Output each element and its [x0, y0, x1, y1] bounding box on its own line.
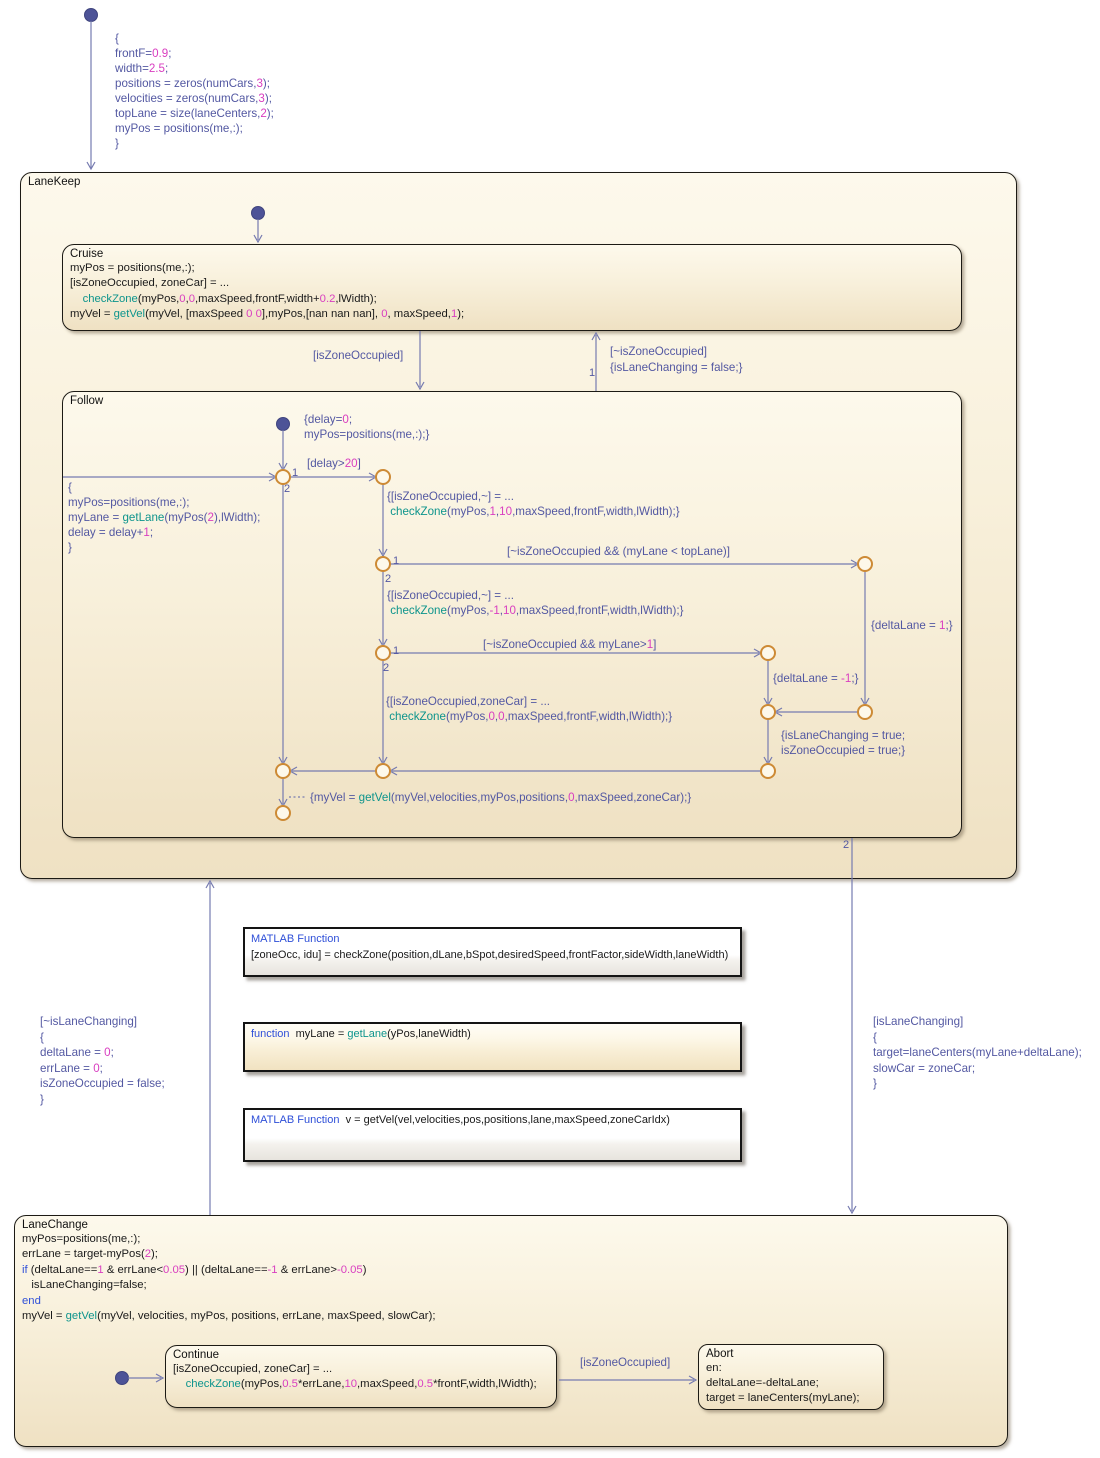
label-delay-loop[interactable] [68, 480, 260, 555]
code-line: myPos=positions(me,:); [68, 496, 190, 509]
default-transition-dot-lanechange[interactable] [116, 1372, 129, 1385]
code-line: } [115, 137, 119, 150]
code-line: [~isZoneOccupied && myLane>1] [483, 638, 657, 651]
code-line: end [22, 1294, 41, 1307]
default-transition-dot-lanekeep[interactable] [252, 207, 265, 220]
junction-bottom-left[interactable] [276, 764, 290, 778]
junction-left-check[interactable] [376, 557, 390, 571]
code-line: {delay=0; [304, 413, 353, 426]
junction-delta-plus[interactable] [858, 705, 872, 719]
junction-delta-merge[interactable] [761, 705, 775, 719]
code-line: isLaneChanging=false; [22, 1279, 147, 1292]
state-follow-title: Follow [70, 395, 104, 407]
state-lanekeep-title: LaneKeep [28, 176, 81, 188]
code-line: [~isZoneOccupied] [610, 345, 707, 358]
code-line: { [40, 1030, 44, 1044]
code-line: checkZone(myPos,1,10,maxSpeed,frontF,width,lWidth);} [390, 505, 680, 518]
code-line: } [68, 541, 72, 554]
code-line: myPos=positions(me,:); [22, 1233, 141, 1245]
state-abort-title: Abort [706, 1348, 734, 1360]
code-line: deltaLane=-deltaLane; [706, 1377, 819, 1389]
code-line: width=2.5; [115, 62, 169, 75]
code-line: { [115, 32, 119, 45]
code-line: } [40, 1092, 44, 1106]
code-line: target=laneCenters(myLane+deltaLane); [873, 1046, 1082, 1059]
state-continue-title: Continue [173, 1349, 220, 1361]
label-set-lane-changing[interactable] [781, 728, 905, 758]
junction-bottom-mid[interactable] [376, 764, 390, 778]
label-continue-to-abort[interactable] [580, 1355, 670, 1370]
port-left-1: 1 [393, 555, 400, 567]
junction-delay[interactable] [276, 470, 290, 484]
label-left-lane-guard[interactable] [507, 544, 730, 559]
code-line: {isLaneChanging = false;} [610, 360, 743, 374]
code-line: frontF=0.9; [115, 47, 172, 60]
default-transition-dot-chart[interactable] [85, 9, 98, 22]
label-cruise-to-follow[interactable] [313, 348, 403, 363]
code-line: [isZoneOccupied] [313, 349, 404, 362]
code-line: {[isZoneOccupied,~] = ... [387, 490, 514, 503]
label-to-lanekeep[interactable] [40, 1014, 165, 1107]
port-delay-2: 2 [284, 483, 291, 495]
port-left-2: 2 [385, 573, 392, 585]
label-getvel-action[interactable] [310, 790, 691, 805]
junction-left-ok[interactable] [858, 557, 872, 571]
port-follow-to-cruise: 1 [589, 367, 596, 379]
code-line: errLane = target-myPos(2); [22, 1248, 158, 1261]
label-delay-guard[interactable] [307, 456, 361, 471]
code-line: en: [706, 1362, 722, 1374]
code-line: myPos=positions(me,:);} [304, 428, 430, 441]
code-line: {[isZoneOccupied,~] = ... [387, 589, 514, 602]
code-line: { [873, 1030, 877, 1044]
code-line: [isZoneOccupied, zoneCar] = ... [70, 277, 230, 290]
junction-after-delay[interactable] [376, 470, 390, 484]
state-cruise-title: Cruise [70, 248, 104, 260]
code-line: deltaLane = 0; [40, 1046, 114, 1059]
code-line: {deltaLane = -1;} [773, 672, 859, 685]
code-line: isZoneOccupied = false; [40, 1077, 165, 1090]
code-line: myPos = positions(me,:); [70, 262, 195, 274]
code-line: isZoneOccupied = true;} [781, 744, 906, 757]
code-line: myVel = getVel(myVel, velocities, myPos, positions, errLane, maxSpeed, slowCar); [22, 1310, 436, 1323]
code-line: checkZone(myPos,-1,10,maxSpeed,frontF,width,lWidth);} [390, 604, 684, 617]
code-line: [isZoneOccupied] [580, 1356, 671, 1369]
label-zone-adjacent[interactable] [387, 588, 683, 618]
label-zone-current[interactable] [386, 694, 672, 724]
port-right-2: 2 [383, 662, 390, 674]
code-line: delay = delay+1; [68, 526, 154, 539]
code-line: [~isZoneOccupied && (myLane < topLane)] [507, 545, 730, 558]
code-line: positions = zeros(numCars,3); [115, 77, 270, 90]
code-line: checkZone(myPos,0,0,maxSpeed,frontF,width+0.2,lWidth); [82, 292, 377, 305]
code-line: [zoneOcc, idu] = checkZone(position,dLane,bSpot,desiredSpeed,frontFactor,sideWidth,laneWidth) [251, 948, 729, 961]
state-lanechange-title: LaneChange [22, 1219, 88, 1231]
code-line: {deltaLane = 1;} [871, 619, 953, 632]
junction-lane-changing[interactable] [761, 764, 775, 778]
code-line: {[isZoneOccupied,zoneCar] = ... [386, 695, 551, 708]
label-chart-init[interactable] [115, 31, 274, 151]
code-line: myLane = getLane(myPos(2),lWidth); [68, 511, 261, 524]
code-line: topLane = size(laneCenters,2); [115, 107, 274, 120]
code-line: checkZone(myPos,0.5*errLane,10,maxSpeed,0.5*frontF,width,lWidth); [185, 1378, 537, 1391]
code-line: myVel = getVel(myVel, [maxSpeed 0 0],myPos,[nan nan nan], 0, maxSpeed,1); [70, 308, 465, 321]
label-follow-to-cruise[interactable] [610, 344, 742, 375]
label-delta-minus[interactable] [773, 671, 858, 686]
port-follow-exit: 2 [843, 839, 850, 851]
code-line: {myVel = getVel(myVel,velocities,myPos,positions,0,maxSpeed,zoneCar);} [310, 791, 692, 804]
default-transition-dot-follow[interactable] [277, 418, 290, 431]
code-line: target = laneCenters(myLane); [706, 1392, 860, 1404]
junction-right-check[interactable] [376, 646, 390, 660]
junction-right-ok[interactable] [761, 646, 775, 660]
code-line: {isLaneChanging = true; [781, 729, 906, 742]
code-line: } [873, 1077, 877, 1090]
code-line: checkZone(myPos,0,0,maxSpeed,frontF,width,lWidth);} [389, 710, 673, 723]
junction-terminal[interactable] [276, 806, 290, 820]
label-zone-ahead[interactable] [387, 489, 680, 519]
port-right-1: 1 [393, 645, 400, 657]
code-line: [isLaneChanging] [873, 1015, 964, 1028]
label-to-lanechange[interactable] [873, 1014, 1082, 1092]
code-line: { [68, 481, 72, 494]
code-line: [~isLaneChanging] [40, 1015, 138, 1028]
code-line: [isZoneOccupied, zoneCar] = ... [173, 1363, 333, 1375]
port-delay-1: 1 [292, 467, 299, 479]
code-line: [delay>20] [307, 457, 361, 470]
code-line: errLane = 0; [40, 1061, 103, 1075]
code-line: myPos = positions(me,:); [115, 122, 243, 135]
code-line: velocities = zeros(numCars,3); [115, 92, 272, 105]
code-line: slowCar = zoneCar; [873, 1061, 976, 1075]
label-right-lane-guard[interactable] [483, 637, 656, 652]
code-line: MATLAB Function [251, 933, 340, 945]
label-follow-init[interactable] [304, 412, 429, 442]
code-line: function myLane = getLane(yPos,laneWidth) [251, 1028, 471, 1040]
code-line: if (deltaLane==1 & errLane<0.05) || (deltaLane==-1 & errLane>-0.05) [22, 1263, 367, 1276]
code-line: MATLAB Function v = getVel(vel,velocities,pos,positions,lane,maxSpeed,zoneCarIdx) [251, 1114, 670, 1126]
label-delta-plus[interactable] [871, 618, 953, 633]
